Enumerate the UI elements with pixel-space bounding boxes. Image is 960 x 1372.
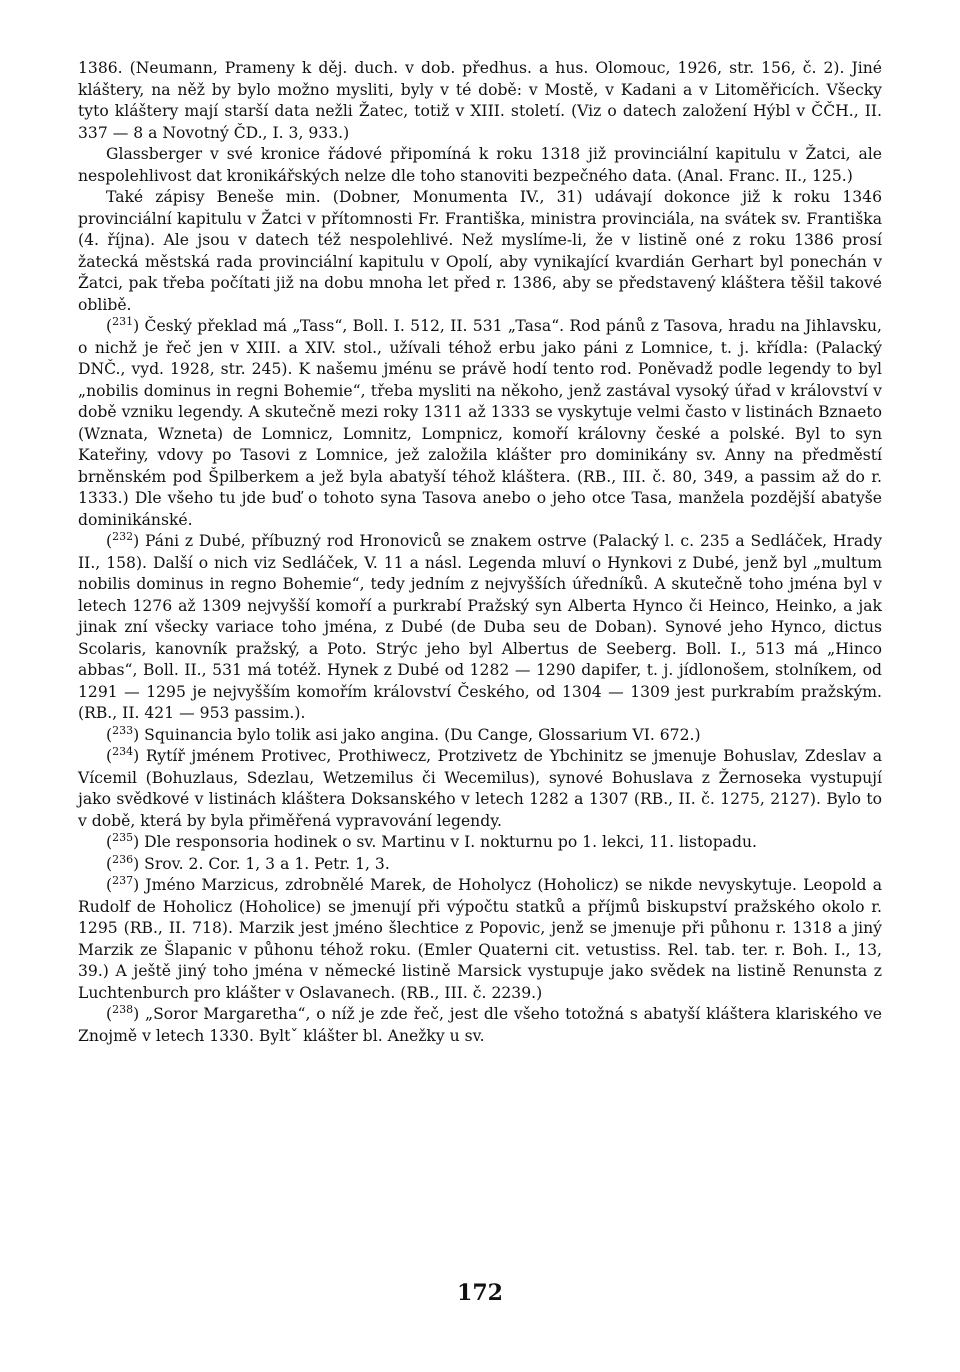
footnote-text: Srov. 2. Cor. 1, 3 a 1. Petr. 1, 3. xyxy=(139,854,390,873)
footnote-233: ($^{233}$) Squinancia bylo tolik asi jako angina. (Du Cange, Glossarium VI. 672.) xyxy=(106,723,701,744)
paragraph-text: 1386. (Neumann, Prameny k děj. duch. v dob. předhus. a hus. Olomouc, 1926, str. 156, č. 2). Jiné kláštery, na něž by bylo možno mysliti, byly v té době: v Mostě, v Kadani a v Litoměřicích. Všecky tyto kláštery mají starší data nežli Žatec, totiž v XIII. století. (Viz o datech založení Hýbl v ČČH., II. 337 — 8 a Novotný ČD., I. 3, 933.) xyxy=(78,59,882,142)
footnote-number: 234 xyxy=(112,744,134,758)
footnote-text: Jméno Marzicus, zdrobnělé Marek, de Hoholycz (Hoholicz) se nikde nevyskytuje. Leopold a Rudolf de Hoholicz (Hoholice) se jmenují při výpočtu statků a příjmů biskupství pražského okolo r. 1295 (RB., II. 718). Marzik jest jméno šlechtice z Popovic, jenž se jmenuje při půhonu r. 1318 a jiný Marzik ze Šlapanic v půhonu téhož roku. (Emler Quaterni cit. vetustiss. Rel. tab. ter. r. Boh. I., 13, 39.) A ještě jiný toho jména v německé listině Marsick vystupuje jako svědek na listině Renunsta z Luchtenburch pro klášter v Oslavanech. (RB., III. č. 2239.) xyxy=(78,876,882,1002)
footnote-text: Český překlad má „Tass“, Boll. I. 512, II. 531 „Tasa“. Rod pánů z Tasova, hradu na Jihlavsku, o nichž je řeč jen v XIII. a XIV. stol., užívali téhož erbu jako páni z Lomnice, t. j. křídla: (Palacký DNČ., vyd. 1928, str. 245). K našemu jménu se právě hodí tento rod. Poněvadž podle legendy to byl „nobilis dominus in regni Bohemie“, třeba mysliti na někoho, jenž zastával vysoký úřad v království v době vzniku legendy. A skutečně mezi roky 1311 až 1333 se vyskytuje velmi často v listinách Bznaeto (Wznata, Wzneta) de Lomnicz, Lomnitz, Lompnicz, komoří královny české a polské. Byl to syn Kateřiny, vdovy po Tasovi z Lomnice, jež založila klášter pro dominikány sv. Anny na předměstí brněnském pod Špilberkem a jež byla abatyší téhož kláštera. (RB., III. č. 80, 349, a passim až do r. 1333.) Dle všeho tu jde buď o tohoto syna Tasova anebo o jeho otce Tasa, manžela pozdější abatyše dominikánské. xyxy=(78,317,882,529)
paragraph-1 xyxy=(78,58,882,144)
footnote-text: „Soror Margaretha“, o níž je zde řeč, jest dle všeho totožná s abatyší kláštera klariského ve Znojmě v letech 1330. Byltˇ klášter bl. Anežky u sv. xyxy=(78,1005,882,1045)
footnote-238: ($^{238}$) „Soror Margaretha“, o níž je zde řeč, jest dle všeho totožná s abatyší kláštera klariského ve Znojmě v letech 1330. Byltˇ klášter bl. Anežky u sv. xyxy=(78,1002,882,1045)
footnote-number: 231 xyxy=(112,314,134,328)
footnote-237: ($^{237}$) Jméno Marzicus, zdrobnělé Marek, de Hoholycz (Hoholicz) se nikde nevyskytuje. Leopold a Rudolf de Hoholicz (Hoholice) se jmenují při výpočtu statků a příjmů biskupství pražského okolo r. 1295 (RB., II. 718). Marzik jest jméno šlechtice z Popovic, jenž se jmenuje při půhonu r. 1318 a jiný Marzik ze Šlapanic v půhonu téhož roku. (Emler Quaterni cit. vetustiss. Rel. tab. ter. r. Boh. I., 13, 39.) A ještě jiný toho jména v německé listině Marsick vystupuje jako svědek na listině Renunsta z Luchtenburch pro klášter v Oslavanech. (RB., III. č. 2239.) xyxy=(78,873,882,1002)
footnote-text: Dle responsoria hodinek o sv. Martinu v I. nokturnu po 1. lekci, 11. listopadu. xyxy=(139,833,757,851)
footnote-231: ($^{231}$) Český překlad má „Tass“, Boll. I. 512, II. 531 „Tasa“. Rod pánů z Tasova, hradu na Jihlavsku, o nichž je řeč jen v XIII. a XIV. stol., užívali téhož erbu jako páni z Lomnice, t. j. křídla: (Palacký DNČ., vyd. 1928, str. 245). K našemu jménu se právě hodí tento rod. Poněvadž podle legendy to byl „nobilis dominus in regni Bohemie“, třeba mysliti na někoho, jenž zastával vysoký úřad v království v době vzniku legendy. A skutečně mezi roky 1311 až 1333 se vyskytuje velmi často v listinách Bznaeto (Wznata, Wzneta) de Lomnicz, Lomnitz, Lompnicz, komoří královny české a polské. Byl to syn Kateřiny, vdovy po Tasovi z Lomnice, jež založila klášter pro dominikány sv. Anny na předměstí brněnském pod Špilberkem a jež byla abatyší téhož kláštera. (RB., III. č. 80, 349, a passim až do r. 1333.) Dle všeho tu jde buď o tohoto syna Tasova anebo o jeho otce Tasa, manžela pozdější abatyše dominikánské. xyxy=(78,314,882,529)
footnote-number: 235 xyxy=(112,830,134,844)
footnote-number: 238 xyxy=(112,1002,134,1016)
footnote-235: ($^{235}$) Dle responsoria hodinek o sv. Martinu v I. nokturnu po 1. lekci, 11. listopadu. xyxy=(106,830,757,851)
paragraph-text: Také zápisy Beneše min. (Dobner, Monumenta IV., 31) udávají dokonce již k roku 1346 provinciální kapitulu v Žatci v přítomnosti Fr. Františka, ministra provinciála, na svátek sv. Františka (4. října). Ale jsou v datech též nespolehlivé. Než myslíme-li, že v listině oné z roku 1386 prosí žatecká městská rada provinciální kapitulu v Opolí, aby vynikající kvardián Gerhart byl ponechán v Žatci, pak třeba počítati již na dobu mnoha let před r. 1386, aby se představený kláštera těšil takové oblibě. xyxy=(78,188,882,314)
footnote-text: Rytíř jménem Protivec, Prothiwecz, Protzivetz de Ybchinitz se jmenuje Bohuslav, Zdeslav a Vícemil (Bohuzlaus, Sdezlau, Wetzemilus či Wecemilus), synové Bohuslava z Žernoseka vystupují jako svědkové v listinách kláštera Doksanského v letech 1282 a 1307 (RB., II. č. 1275, 2127). Bylo to v době, která by byla přiměřená vypravování legendy. xyxy=(78,747,882,830)
paragraph-2 xyxy=(78,144,882,187)
footnote-number: 236 xyxy=(112,852,134,866)
footnote-236: ($^{236}$) Srov. 2. Cor. 1, 3 a 1. Petr. 1, 3. xyxy=(106,852,390,873)
footnote-text: Páni z Dubé, příbuzný rod Hronoviců se znakem ostrve (Palacký l. c. 235 a Sedláček, Hrady II., 158). Další o nich viz Sedláček, V. 11 a násl. Legenda mluví o Hynkovi z Dubé, jenž byl „multum nobilis dominus in regno Bohemie“, tedy jedním z nejvyšších úředníků. A skutečně toho jména byl v letech 1276 až 1309 nejvyšší komoří a purkrabí Pražský syn Alberta Hynco či Heinco, Heinko, a jak jinak zní všecky variace toho jména, z Dubé (de Duba seu de Doban). Synové jeho Hynco, dictus Scolaris, kanovník pražský, a Poto. Strýc jeho byl Albertus de Seeberg. Boll. I., 513 má „Hinco abbas“, Boll. II., 531 má totéž. Hynek z Dubé od 1282 — 1290 dapifer, t. j. jídlonošem, stolníkem, od 1291 — 1295 je nejvyšším komořím království Českého, od 1304 — 1309 jest purkrabím pražským. (RB., II. 421 — 953 passim.). xyxy=(78,532,882,722)
paragraph-3 xyxy=(78,187,882,316)
paragraph-text: Glassberger v své kronice řádové připomíná k roku 1318 již provinciální kapitulu v Žatci, ale nespolehlivost dat kronikářských nelze dle toho stanoviti bezpečného data. (Anal. Franc. II., 125.) xyxy=(78,145,882,185)
document-body xyxy=(78,58,882,1047)
page-number: 172 xyxy=(457,1280,503,1306)
footnote-text: Squinancia bylo tolik asi jako angina. (Du Cange, Glossarium VI. 672.) xyxy=(139,725,701,744)
footnote-number: 237 xyxy=(112,873,134,887)
footnote-232: ($^{232}$) Páni z Dubé, příbuzný rod Hronoviců se znakem ostrve (Palacký l. c. 235 a Sedláček, Hrady II., 158). Další o nich viz Sedláček, V. 11 a násl. Legenda mluví o Hynkovi z Dubé, jenž byl „multum nobilis dominus in regno Bohemie“, tedy jedním z nejvyšších úředníků. A skutečně toho jména byl v letech 1276 až 1309 nejvyšší komoří a purkrabí Pražský syn Alberta Hynco či Heinco, Heinko, a jak jinak zní všecky variace toho jména, z Dubé (de Duba seu de Doban). Synové jeho Hynco, dictus Scolaris, kanovník pražský, a Poto. Strýc jeho byl Albertus de Seeberg. Boll. I., 513 má „Hinco abbas“, Boll. II., 531 má totéž. Hynek z Dubé od 1282 — 1290 dapifer, t. j. jídlonošem, stolníkem, od 1291 — 1295 je nejvyšším komořím království Českého, od 1304 — 1309 jest purkrabím pražským. (RB., II. 421 — 953 passim.). xyxy=(78,529,882,722)
footnote-234: ($^{234}$) Rytíř jménem Protivec, Prothiwecz, Protzivetz de Ybchinitz se jmenuje Bohuslav, Zdeslav a Vícemil (Bohuzlaus, Sdezlau, Wetzemilus či Wecemilus), synové Bohuslava z Žernoseka vystupují jako svědkové v listinách kláštera Doksanského v letech 1282 a 1307 (RB., II. č. 1275, 2127). Bylo to v době, která by byla přiměřená vypravování legendy. xyxy=(78,744,882,830)
footnote-number: 232 xyxy=(112,529,134,543)
footnote-number: 233 xyxy=(112,723,134,737)
